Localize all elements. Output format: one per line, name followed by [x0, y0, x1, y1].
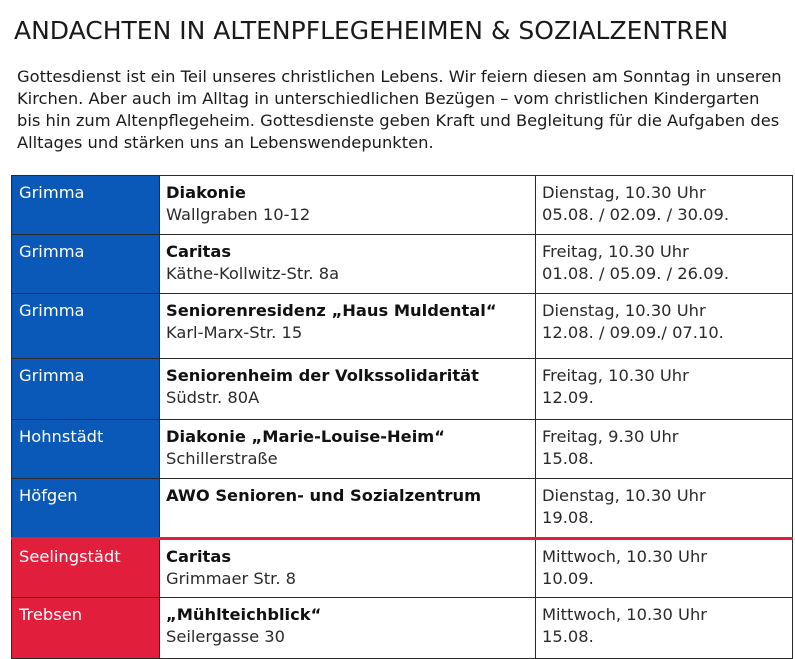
- table-row: [12, 479, 793, 539]
- table-row: [12, 359, 793, 420]
- table-row: [12, 539, 793, 598]
- place-address: Südstr. 80A: [166, 388, 260, 407]
- schedule-cell: [536, 235, 793, 294]
- place-address: Seilergasse 30: [166, 627, 286, 646]
- weekday-time: Freitag, 10.30 Uhr: [542, 366, 689, 385]
- schedule-cell: [536, 598, 793, 659]
- schedule-cell: [536, 539, 793, 598]
- table-row: [12, 235, 793, 294]
- city-cell: Grimma: [12, 294, 160, 359]
- city-cell: Grimma: [12, 359, 160, 420]
- dates: 15.08.: [542, 627, 594, 646]
- city-cell: Grimma: [12, 235, 160, 294]
- weekday-time: Mittwoch, 10.30 Uhr: [542, 605, 707, 624]
- intro-paragraph: Gottesdienst ist ein Teil unseres christlichen Lebens. Wir feiern diesen am Sonntag in unseren Kirchen. Aber auch im Alltag in unterschiedlichen Bezügen – vom christlichen Kindergarten bis hin zum Altenpflegeheim. Gottesdienste geben Kraft und Begleitung für die Aufgaben des Alltages und stärken uns an Lebenswendepunkten.: [17, 67, 782, 152]
- schedule-cell: [536, 294, 793, 359]
- place-address: Käthe-Kollwitz-Str. 8a: [166, 264, 340, 283]
- dates: 12.09.: [542, 388, 594, 407]
- city-cell: Seelingstädt: [12, 539, 160, 598]
- city-cell: Grimma: [12, 176, 160, 235]
- location-cell: [160, 479, 536, 539]
- place-name: Seniorenresidenz „Haus Muldental“: [166, 301, 497, 320]
- location-cell: [160, 176, 536, 235]
- weekday-time: Dienstag, 10.30 Uhr: [542, 183, 706, 202]
- place-address: Wallgraben 10-12: [166, 205, 311, 224]
- dates: 01.08. / 05.09. / 26.09.: [542, 264, 730, 283]
- dates: 12.08. / 09.09./ 07.10.: [542, 323, 724, 342]
- dates: 15.08.: [542, 449, 594, 468]
- place-name: Seniorenheim der Volkssolidarität: [166, 366, 479, 385]
- page-title: ANDACHTEN IN ALTENPFLEGEHEIMEN & SOZIALZENTREN: [14, 16, 729, 45]
- table-row: [12, 420, 793, 479]
- place-name: Caritas: [166, 242, 232, 261]
- location-cell: [160, 359, 536, 420]
- dates: 05.08. / 02.09. / 30.09.: [542, 205, 730, 224]
- weekday-time: Dienstag, 10.30 Uhr: [542, 486, 706, 505]
- schedule-table: [11, 175, 793, 659]
- location-cell: [160, 598, 536, 659]
- place-address: Schillerstraße: [166, 449, 278, 468]
- city-cell: Trebsen: [12, 598, 160, 659]
- table-row: [12, 598, 793, 659]
- schedule-table-wrapper: [11, 175, 792, 653]
- weekday-time: Mittwoch, 10.30 Uhr: [542, 547, 707, 566]
- weekday-time: Freitag, 10.30 Uhr: [542, 242, 689, 261]
- place-address: Karl-Marx-Str. 15: [166, 323, 303, 342]
- place-address: Grimmaer Str. 8: [166, 569, 297, 588]
- place-name: „Mühlteichblick“: [166, 605, 322, 624]
- schedule-cell: [536, 420, 793, 479]
- schedule-cell: [536, 479, 793, 539]
- place-name: AWO Senioren- und Sozialzentrum: [166, 486, 482, 505]
- place-name: Diakonie: [166, 183, 246, 202]
- city-cell: Hohnstädt: [12, 420, 160, 479]
- dates: 19.08.: [542, 508, 594, 527]
- schedule-cell: [536, 176, 793, 235]
- location-cell: [160, 294, 536, 359]
- schedule-cell: [536, 359, 793, 420]
- dates: 10.09.: [542, 569, 594, 588]
- place-name: Caritas: [166, 547, 232, 566]
- table-row: [12, 294, 793, 359]
- weekday-time: Freitag, 9.30 Uhr: [542, 427, 679, 446]
- weekday-time: Dienstag, 10.30 Uhr: [542, 301, 706, 320]
- location-cell: [160, 420, 536, 479]
- city-cell: Höfgen: [12, 479, 160, 539]
- location-cell: [160, 539, 536, 598]
- location-cell: [160, 235, 536, 294]
- place-name: Diakonie „Marie-Louise-Heim“: [166, 427, 445, 446]
- table-row: [12, 176, 793, 235]
